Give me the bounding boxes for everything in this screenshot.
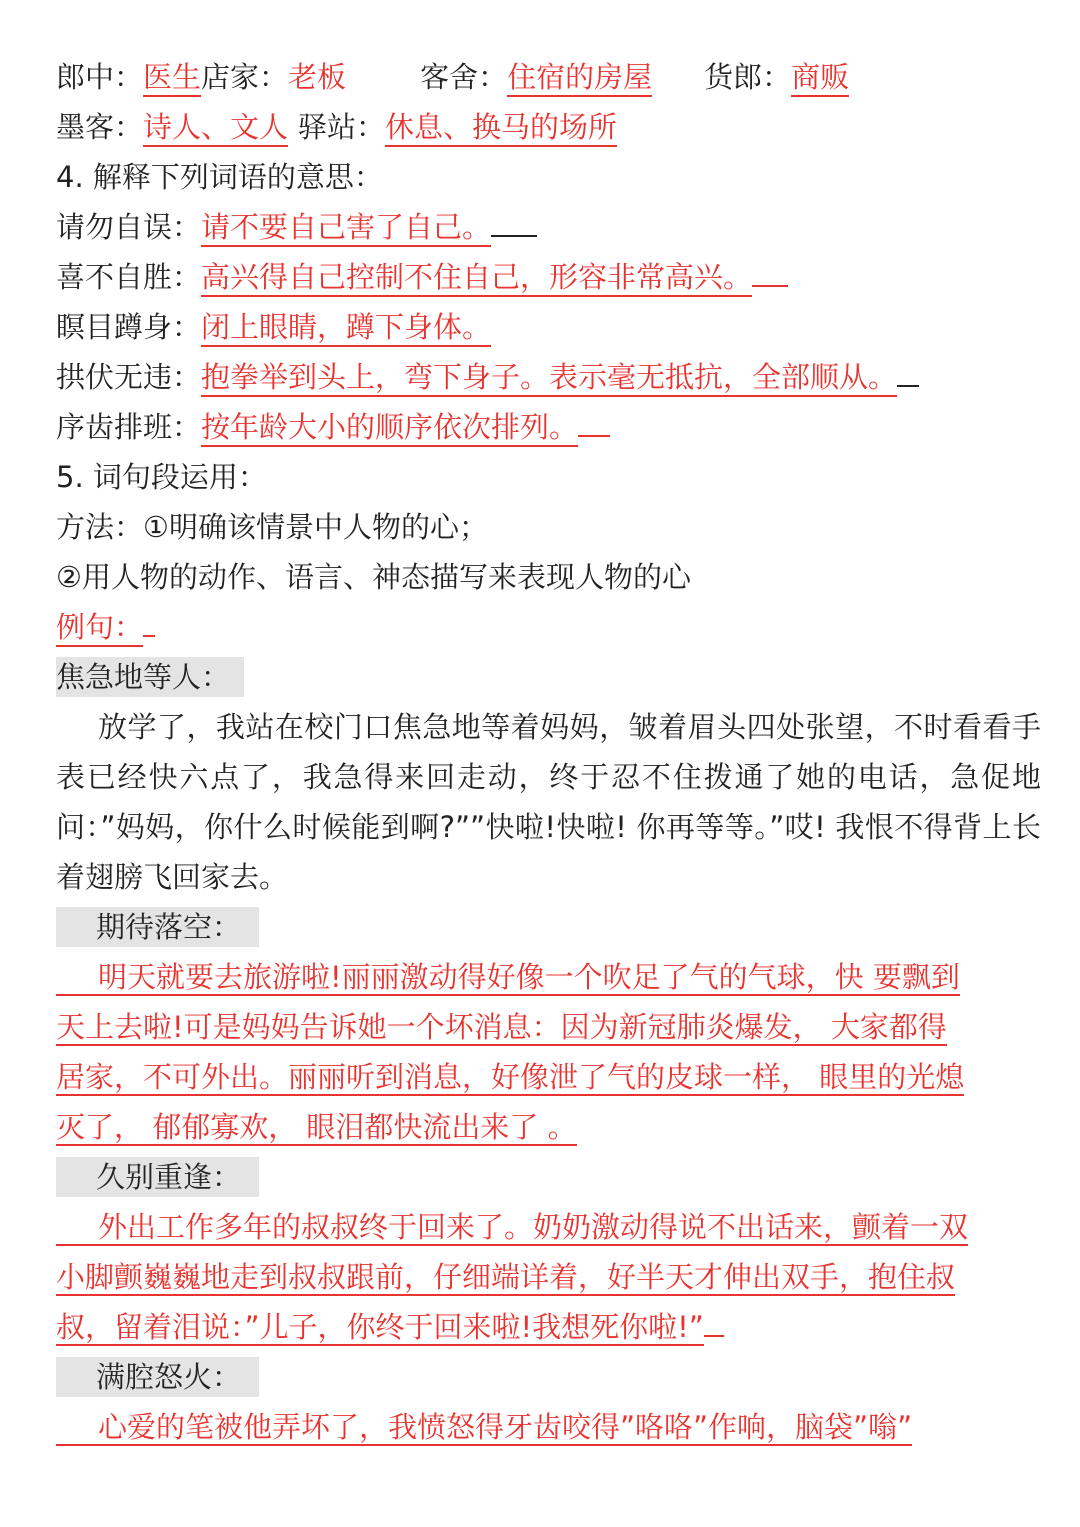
definition-term: 喜不自胜： [56,260,202,294]
definition-term: 请勿自误： [56,210,202,244]
definition-row [56,252,1041,302]
definition-row [56,402,1041,452]
definition-answer: 高兴得自己控制不住自己，形容非常高兴。 [201,260,752,297]
definition-answer: 请不要自己害了自己。 [201,210,491,247]
example-line: 小脚颤巍巍地走到叔叔跟前，仔细端详着，好半天才伸出双手，抱住叔 [56,1260,956,1294]
example-title: 焦急地等人： [56,657,244,697]
example-title: 满腔怒火： [56,1357,259,1397]
definition-term: 序齿排班： [56,410,202,444]
example-2-paragraph [56,952,1041,1152]
example-4-title-row [56,1352,1041,1402]
example-label: 例句： [56,610,143,647]
worksheet-page [56,52,1041,1452]
vocab-answer: 住宿的房屋 [507,60,652,97]
example-line: 天上去啦!可是妈妈告诉她一个坏消息：因为新冠肺炎爆发， 大家都得 [56,1010,947,1044]
vocab-term: 店家： [201,60,289,94]
example-1-paragraph: 放学了，我站在校门口焦急地等着妈妈，皱着眉头四处张望，不时看看手表已经快六点了，我急得来回走动，终于忍不住拨通了她的电话，急促地问：”妈妈，你什么时候能到啊?””快啦!快啦! 你再等等。”哎! 我恨不得背上长着翅膀飞回家去。 [56,710,1041,894]
example-line: 明天就要去旅游啦!丽丽激动得好像一个吹足了气的气球，快 要飘到 [56,960,960,996]
example-line: 灭了， 郁郁寡欢， 眼泪都快流出来了 。 [56,1110,577,1144]
vocab-row-2 [56,102,1041,152]
vocab-term: 客舍： [420,60,508,94]
vocab-term: 货郎： [704,60,792,94]
vocab-row-1 [56,52,1041,102]
definition-row [56,302,1041,352]
vocab-answer: 医生 [143,60,201,97]
example-line: 叔，留着泪说：”儿子，你终于回来啦!我想死你啦!” [56,1310,704,1344]
vocab-term: 郎中： [56,60,144,94]
example-title: 久别重逢： [56,1157,259,1197]
example-3-paragraph [56,1202,1041,1352]
example-line: 外出工作多年的叔叔终于回来了。奶奶激动得说不出话来，颤着一双 [56,1210,968,1246]
example-3-title-row [56,1152,1041,1202]
example-1-title-row [56,652,1041,702]
vocab-answer: 商贩 [791,60,849,97]
example-title: 期待落空： [56,907,259,947]
vocab-answer: 老板 [288,60,347,94]
method-line-1: 方法：①明确该情景中人物的心； [56,510,488,544]
section-4-heading: 4. 解释下列词语的意思： [56,160,383,194]
vocab-answer: 诗人、文人 [143,110,288,147]
example-line: 心爱的笔被他弄坏了，我愤怒得牙齿咬得”咯咯”作响，脑袋”嗡” [56,1410,912,1446]
example-line: 居家，不可外出。丽丽听到消息，好像泄了气的皮球一样， 眼里的光熄 [56,1060,965,1094]
definition-row [56,352,1041,402]
vocab-term: 驿站： [298,110,386,144]
vocab-term: 墨客： [56,110,144,144]
section-5-heading: 5. 词句段运用： [56,460,267,494]
example-2-title-row [56,902,1041,952]
definition-answer: 按年龄大小的顺序依次排列。 [201,410,578,447]
example-4-paragraph [56,1402,1041,1452]
example-label-row [56,602,1041,652]
definition-answer: 抱拳举到头上，弯下身子。表示毫无抵抗，全部顺从。 [201,360,897,397]
definition-row [56,202,1041,252]
definition-answer: 闭上眼睛，蹲下身体。 [201,310,491,347]
definition-term: 瞑目蹲身： [56,310,202,344]
definition-term: 拱伏无违： [56,360,202,394]
vocab-answer: 休息、换马的场所 [385,110,617,147]
method-line-2: ②用人物的动作、语言、神态描写来表现人物的心 [56,560,691,594]
